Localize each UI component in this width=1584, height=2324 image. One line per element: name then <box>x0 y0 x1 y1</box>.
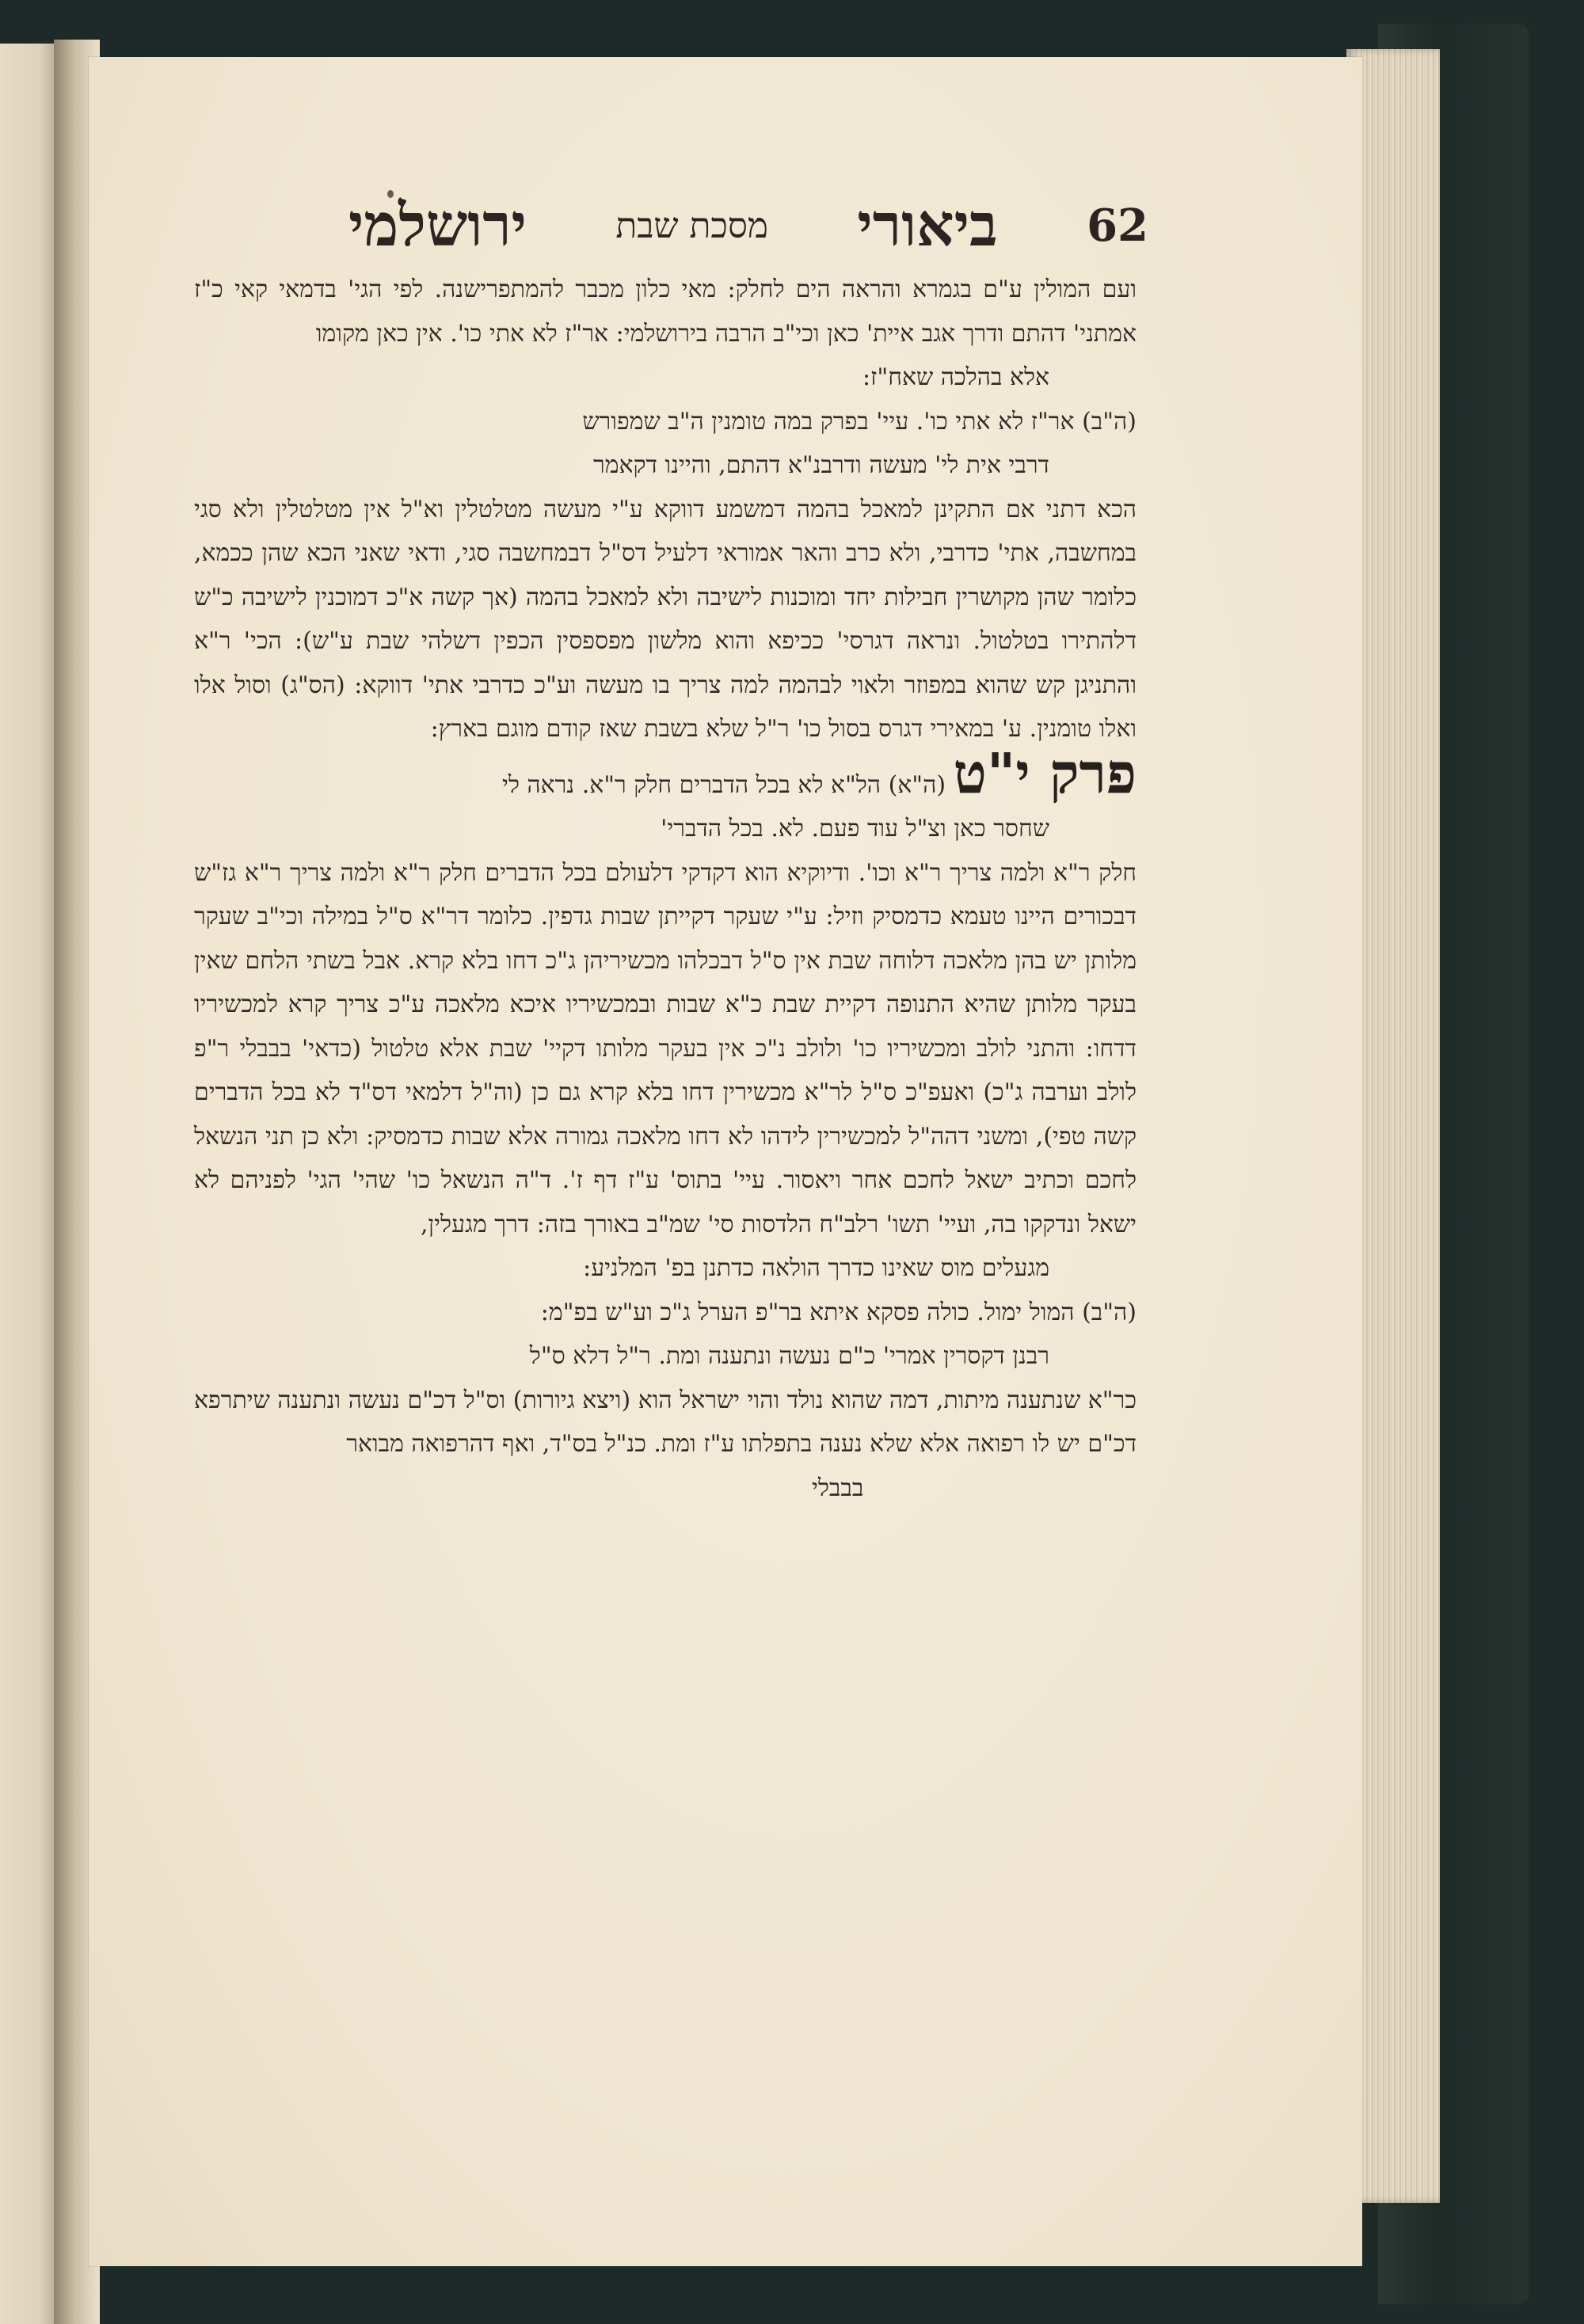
paragraph-continuation: מגעלים מוס שאינו כדרך הולאה כדתנן בפ' המלניע: <box>583 1254 1049 1282</box>
chapter-marker: פרק י"ט <box>953 740 1137 806</box>
paragraph: כר"א שנתענה מיתות, דמה שהוא נולד והוי ישראל הוא (ויצא גיורות) וס"ל דכ"ם נעשה ונתענה שיתרפא דכ"ם יש לו רפואה אלא שלא נענה בתפלתו ע"ז ומת. כנ"ל בס"ד, ואף דהרפואה מבואר <box>194 1386 1137 1458</box>
paragraph-continuation: שחסר כאן וצ"ל עוד פעם. לא. בכל הדברי' <box>661 815 1049 842</box>
paragraph: (ה"ב) המול ימול. כולה פסקא איתא בר"פ הערל ג"כ וע"ש בפ"מ: <box>540 1298 1137 1326</box>
paragraph-continuation: רבנן דקסרין אמרי' כ"ם נעשה ונתענה ומת. ר"ל דלא ס"ל <box>529 1342 1049 1370</box>
chapter-first-line: (ה"א) הל"א לא בכל הדברים חלק ר"א. נראה לי <box>501 770 946 799</box>
running-header <box>348 190 1148 261</box>
header-title-right: ביאורי <box>857 191 998 260</box>
paragraph: ועם המולין ע"ם בגמרא והראה הים לחלק: מאי כלון מכבר להמתפרישנה. לפי הגי' בדמאי קאי כ"ז אמתני' דהתם ודרך אגב איית' כאן וכי"ב הרבה בירושלמי: אר"ז לא אתי כו'. אין כאן מקומו <box>194 276 1137 348</box>
page-number: 62 <box>1087 200 1148 252</box>
paragraph-continuation: אלא בהלכה שאח"ז: <box>862 363 1049 391</box>
paragraph: הכא דתני אם התקינן למאכל בהמה דמשמע דווקא ע"י מעשה מטלטלין וא"ל אין מטלטלין ולא סגי במחשבה, אתי' כדרבי, ולא כרב והאר אמוראי דלעיל דס"ל דבמחשבה סגי, ודאי שאני הכא שהן ככמא, כלומר שהן מקושרין חבילות יחד ומוכנות לישיבה ולא למאכל בהמה (אך קשה א"כ דמוכנין לישיבה כ"ש דלהתירו בטלטול. ונראה דגרסי' ככיפא והוא מלשון מפספסין הכפין דשלהי שבת ע"ש): הכי' ר"א והתניגן קש שהוא במפוזר ולאוי לבהמה למה צריך בו מעשה וע"כ כדרבי אתי' דווקא: (הס"ג) וסול אלו ואלו טומנין. ע' במאירי דגרס בסול כו' ר"ל שלא בשבת שאז קודם מוגם בארץ: <box>194 495 1137 743</box>
paragraph-continuation: דרבי אית לי' מעשה ודרבנ"א דהתם, והיינו דקאמר <box>592 451 1049 479</box>
facing-page <box>0 44 57 2324</box>
header-title-center: מסכת שבת <box>615 205 768 246</box>
header-title-left: ירושלמי <box>348 191 527 260</box>
paragraph: (ה"ב) אר"ז לא אתי כו'. עיי' בפרק במה טומנין ה"ב שמפורש <box>582 407 1137 436</box>
main-text <box>194 268 1137 2049</box>
chapter-line <box>194 740 1137 808</box>
paragraph: חלק ר"א ולמה צריך ר"א וכו'. ודיוקיא הוא דקדקי דלעולם בכל הדברים חלק ר"א ולמה צריך ר"א גז"ש דבכורים היינו טעמא כדמסיק וזיל: ע"י שעקר דקייתן שבות גדפין. כלומר דר"א ס"ל במילה וכי"ב שעקר מלותן יש בהן מלאכה דלוחה שבת אין ס"ל דבכלהו מכשיריהן ג"כ דחו בלא קרא. אבל בשתי הלחם שאין בעקר מלותן שהיא התנופה דקיית שבת כ"א שבות ובמכשיריו איכא מלאכה ע"כ צריך קרא למכשיריו דדחו: והתני לולב ומכשיריו כו' ולולב נ"כ אין בעקר מלותו דקיי' שבת אלא טלטול (כדאי' בבבלי ר"פ לולב וערבה ג"כ) ואעפ"כ ס"ל לר"א מכשירין דחו בלא קרא גם כן (וה"ל דלמאי דס"ד לא בכל הדברים קשה טפי), ומשני דהה"ל למכשירין לידהו לא דחו מלאכה גמורה אלא שבות כדמסיק: ולא כן תני הנשאל לחכם וכתיב ישאל לחכם אחר ויאסור. עיי' בתוס' ע"ז דף ז'. ד"ה הנשאל כו' שהי' הגי' לפניהם לא ישאל ונדקקו בה, ועיי' תשו' רלב"ח הלדסות סי' שמ"ב באורך בזה: דרך מגעלין, <box>194 858 1137 1238</box>
catchword: בבבלי <box>812 1474 864 1502</box>
